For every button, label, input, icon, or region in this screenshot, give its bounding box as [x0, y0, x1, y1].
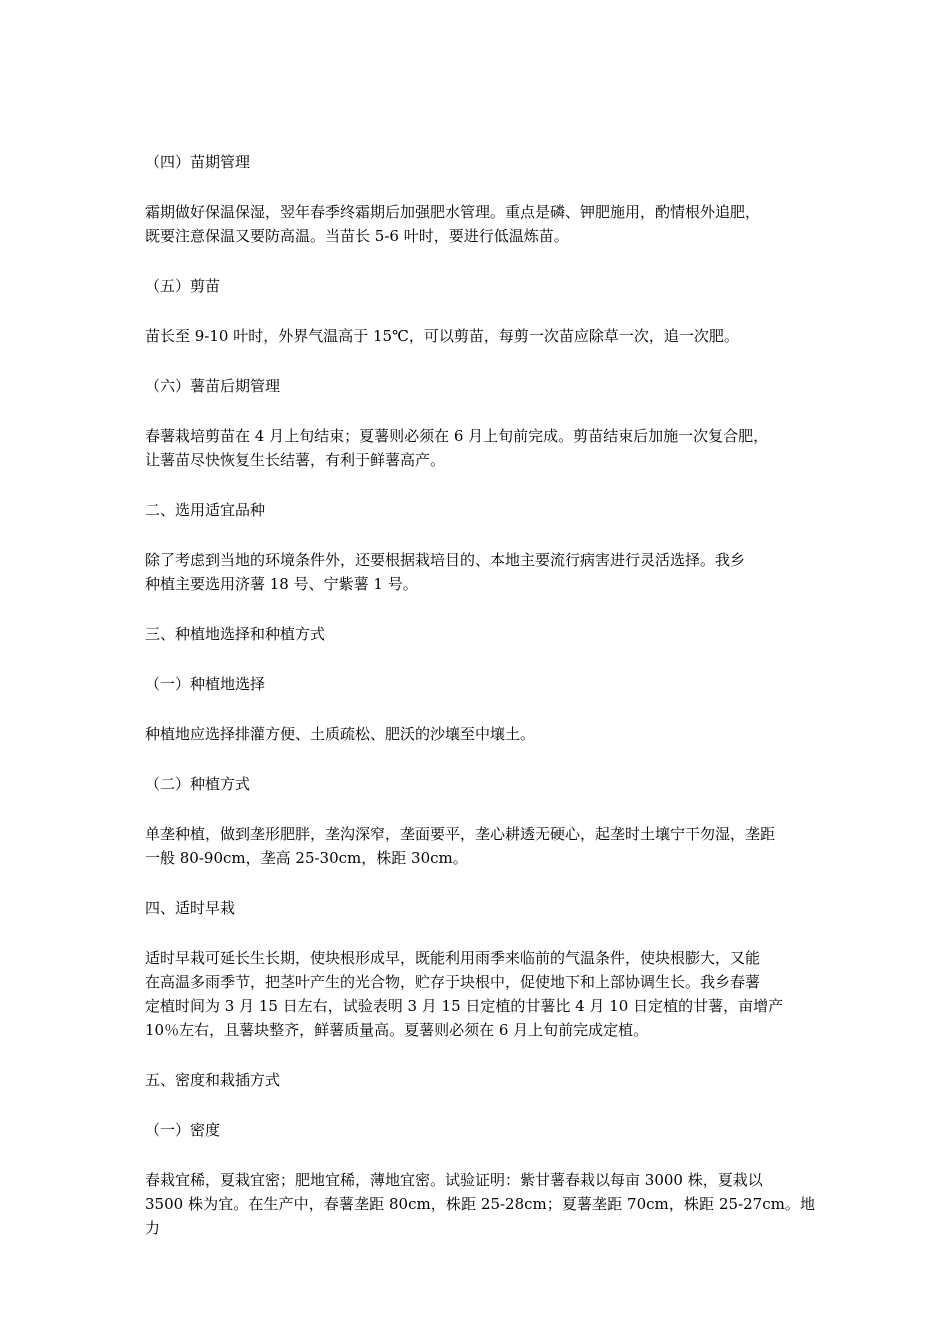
paragraph-line: 霜期做好保温保湿，翌年春季终霜期后加强肥水管理。重点是磷、钾肥施用，酌情根外追肥， [145, 203, 761, 221]
paragraph-line: 一般 80-90cm，垄高 25-30cm，株距 30cm。 [145, 849, 468, 867]
paragraph [145, 324, 815, 348]
paragraph-line: 既要注意保温又要防高温。当苗长 5-6 叶时，要进行低温炼苗。 [145, 227, 569, 245]
paragraph-line: 定植时间为 3 月 15 日左右，试验表明 3 月 15 日定植的甘薯比 4 月 10 日定植的甘薯，亩增产 [145, 997, 784, 1015]
paragraph-line: 在高温多雨季节，把茎叶产生的光合物，贮存于块根中，促使地下和上部协调生长。我乡春薯 [145, 973, 761, 991]
paragraph [145, 424, 815, 472]
paragraph [145, 1168, 815, 1240]
paragraph [145, 822, 815, 870]
paragraph-line: 单垄种植，做到垄形肥胖，垄沟深窄，垄面要平，垄心耕透无硬心，起垄时土壤宁干勿湿，垄距 [145, 825, 776, 843]
section-heading: 三、种植地选择和种植方式 [145, 625, 326, 643]
section-heading: 五、密度和栽插方式 [145, 1071, 281, 1089]
paragraph-line: 春薯栽培剪苗在 4 月上旬结束；夏薯则必须在 6 月上旬前完成。剪苗结束后加施一次复合肥， [145, 427, 769, 445]
section-heading: （二）种植方式 [145, 775, 251, 793]
document-page [145, 150, 815, 1240]
paragraph-line: 除了考虑到当地的环境条件外，还要根据栽培目的、本地主要流行病害进行灵活选择。我乡 [145, 551, 746, 569]
paragraph-line: 种植主要选用济薯 18 号、宁紫薯 1 号。 [145, 575, 418, 593]
paragraph [145, 200, 815, 248]
section-heading: （四）苗期管理 [145, 153, 251, 171]
paragraph [145, 548, 815, 596]
paragraph-line: 适时早栽可延长生长期，使块根形成早，既能利用雨季来临前的气温条件，使块根膨大，又能 [145, 949, 761, 967]
section-heading: （五）剪苗 [145, 277, 221, 295]
paragraph-line: 种植地应选择排灌方便、土质疏松、肥沃的沙壤至中壤土。 [145, 725, 536, 743]
section-heading: （一）密度 [145, 1121, 221, 1139]
paragraph [145, 946, 815, 1042]
section-heading: 四、适时早栽 [145, 899, 236, 917]
section-heading: （六）薯苗后期管理 [145, 377, 281, 395]
paragraph-line: 苗长至 9-10 叶时，外界气温高于 15℃，可以剪苗，每剪一次苗应除草一次，追一次肥。 [145, 327, 739, 345]
section-heading: 二、选用适宜品种 [145, 501, 266, 519]
paragraph-line: 春栽宜稀，夏栽宜密；肥地宜稀，薄地宜密。试验证明：紫甘薯春栽以每亩 3000 株，夏栽以 [145, 1171, 763, 1189]
paragraph-line: 3500 株为宜。在生产中，春薯垄距 80cm，株距 25-28cm；夏薯垄距 70cm，株距 25-27cm。地力 [145, 1195, 815, 1237]
paragraph-line: 10％左右，且薯块整齐，鲜薯质量高。夏薯则必须在 6 月上旬前完成定植。 [145, 1021, 649, 1039]
paragraph-line: 让薯苗尽快恢复生长结薯，有利于鲜薯高产。 [145, 451, 446, 469]
paragraph [145, 722, 815, 746]
section-heading: （一）种植地选择 [145, 675, 266, 693]
